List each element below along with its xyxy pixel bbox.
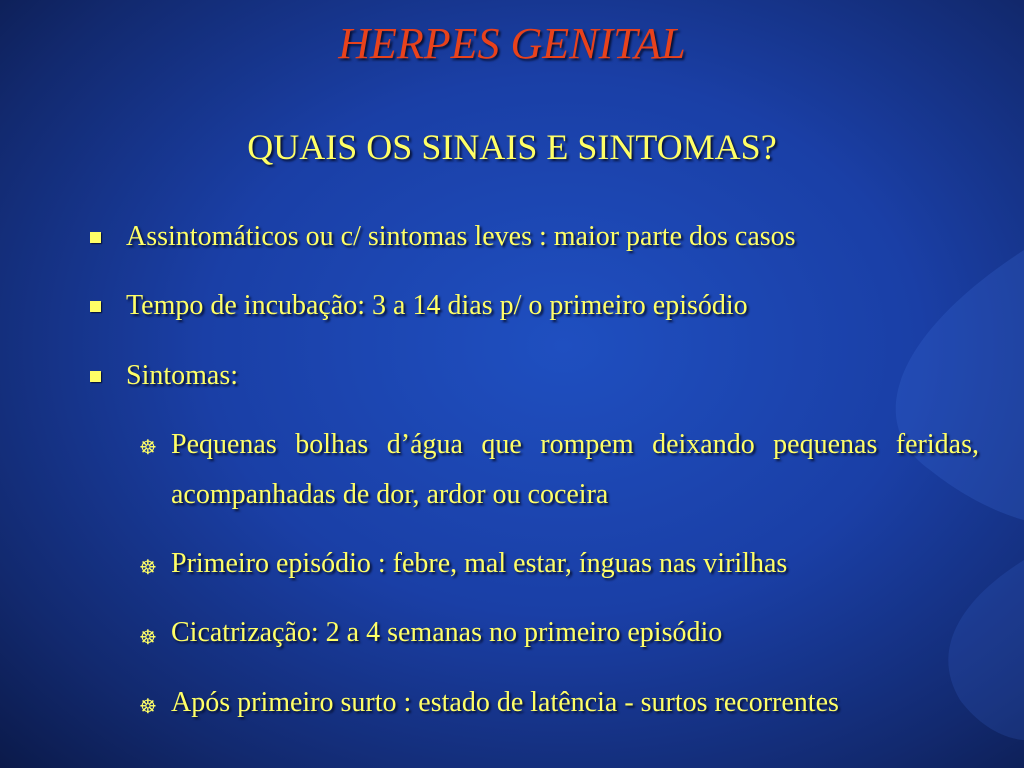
slide-title: HERPES GENITAL	[338, 19, 686, 68]
square-bullet-icon	[90, 371, 101, 382]
bullet-item: Sintomas:	[126, 360, 239, 391]
slide-subtitle: QUAIS OS SINAIS E SINTOMAS?	[247, 127, 777, 167]
bullet-item: Tempo de incubação: 3 a 14 dias p/ o primeiro episódio	[126, 290, 748, 321]
sub-bullet-item: Cicatrização: 2 a 4 semanas no primeiro episódio	[171, 617, 723, 648]
wheel-bullet-icon: ☸	[139, 435, 157, 459]
square-bullet-icon	[90, 232, 101, 243]
wheel-bullet-icon: ☸	[139, 694, 157, 718]
square-bullet-icon	[90, 301, 101, 312]
sub-bullet-item: Pequenas bolhas d’água que rompem deixando pequenas feridas, acompanhadas de dor, ardor ou coceira	[171, 429, 979, 510]
sub-bullet-item: Primeiro episódio : febre, mal estar, ínguas nas virilhas	[171, 548, 788, 579]
bullet-item: Assintomáticos ou c/ sintomas leves : maior parte dos casos	[126, 221, 796, 252]
sub-bullet-item: Após primeiro surto : estado de latência - surtos recorrentes	[171, 687, 839, 718]
wheel-bullet-icon: ☸	[139, 555, 157, 579]
wheel-bullet-icon: ☸	[139, 625, 157, 649]
